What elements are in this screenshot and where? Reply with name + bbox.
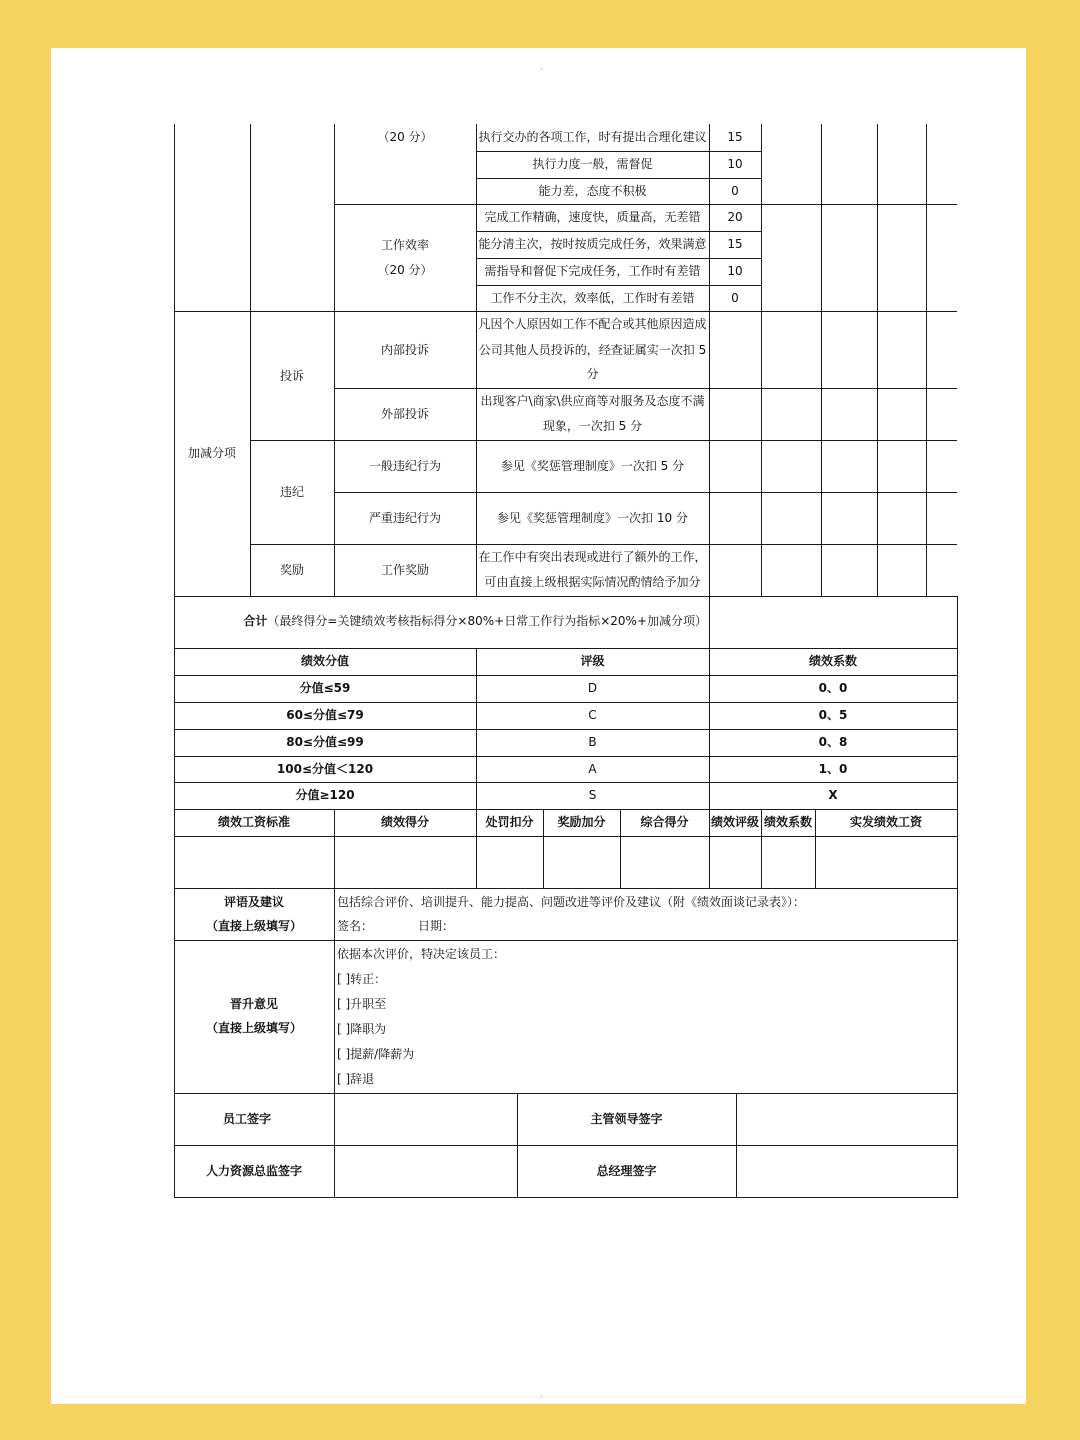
salary-header: 综合得分	[640, 815, 689, 829]
item-desc: 在工作中有突出表现或进行了额外的工作，	[478, 550, 707, 564]
total-formula: （最终得分=关键绩效考核指标得分×80%+日常工作行为指标×20%+加减分项）	[267, 614, 707, 628]
subsection-label: 违纪	[279, 485, 304, 499]
promo-option: [ ]降职为	[337, 1022, 387, 1036]
criteria-desc: 工作不分主次，效率低，工作时有差错	[490, 291, 695, 305]
grade-cell: 0、0	[818, 681, 848, 695]
item-label: 内部投诉	[380, 343, 429, 357]
section-label: 加减分项	[187, 446, 236, 460]
criteria-score: 0	[731, 184, 739, 198]
salary-header: 处罚扣分	[485, 815, 534, 829]
grade-cell: D	[587, 681, 598, 695]
grade-cell: 0、5	[818, 708, 848, 722]
grade-cell: 分值≤59	[299, 681, 351, 695]
criteria-score: 15	[727, 237, 743, 251]
grade-cell: A	[588, 762, 597, 776]
salary-header: 绩效工资标准	[217, 815, 290, 829]
item-desc: 分	[586, 367, 599, 381]
subsection-label: 投诉	[279, 369, 304, 383]
subsection-label: 奖励	[279, 563, 304, 577]
gm-signature-label: 总经理签字	[596, 1164, 657, 1178]
promo-option: [ ]转正：	[337, 972, 387, 986]
total-row-label	[176, 609, 707, 634]
criteria-desc: 完成工作精确，速度快，质量高，无差错	[484, 210, 701, 224]
criteria-score: 20	[727, 210, 743, 224]
grade-cell: 60≤分值≤79	[286, 708, 364, 722]
grade-cell: 1、0	[818, 762, 848, 776]
comment-subtitle: （直接上级填写）	[205, 919, 302, 933]
category-points: （20 分）	[377, 263, 433, 277]
comment-title: 评语及建议	[223, 895, 284, 909]
salary-header: 绩效系数	[763, 815, 812, 829]
item-desc: 出现客户\商家\供应商等对服务及态度不满	[480, 394, 705, 408]
criteria-desc: 需指导和督促下完成任务，工作时有差错	[484, 264, 701, 278]
promo-option: [ ]辞退	[337, 1072, 375, 1086]
item-label: 外部投诉	[380, 407, 429, 421]
promo-title: 晋升意见	[229, 997, 278, 1011]
criteria-desc: 执行交办的各项工作，时有提出合理化建议	[478, 130, 707, 144]
salary-header: 实发绩效工资	[849, 815, 922, 829]
item-desc: 现象，一次扣 5 分	[542, 419, 643, 433]
promo-option: [ ]升职至	[337, 997, 387, 1011]
category-name: 工作效率	[380, 238, 429, 252]
grade-header: 评级	[580, 654, 605, 668]
grade-cell: C	[588, 708, 597, 722]
grade-cell: 100≤分值＜120	[276, 762, 374, 776]
salary-header: 奖励加分	[557, 815, 606, 829]
grade-header: 绩效分值	[300, 654, 349, 668]
criteria-score: 0	[731, 291, 739, 305]
grade-cell: 80≤分值≤99	[286, 735, 364, 749]
page-dot: .	[540, 1390, 543, 1399]
criteria-score: 10	[727, 264, 743, 278]
item-desc: 参见《奖惩管理制度》一次扣 5 分	[500, 459, 685, 473]
employee-signature-label: 员工签字	[222, 1112, 271, 1126]
date-label: 日期：	[418, 919, 455, 933]
grade-cell: 分值≥120	[295, 788, 355, 802]
category-points: （20 分）	[377, 130, 433, 144]
item-desc: 公司其他人员投诉的，经查证属实一次扣 5	[478, 343, 707, 357]
grade-header: 绩效系数	[808, 654, 857, 668]
grade-cell: 0、8	[818, 735, 848, 749]
promo-intro: 依据本次评价，特决定该员工：	[337, 947, 506, 961]
salary-header: 绩效得分	[380, 815, 429, 829]
grade-cell: B	[588, 735, 597, 749]
hr-signature-label: 人力资源总监签字	[205, 1164, 302, 1178]
item-label: 一般违纪行为	[368, 459, 441, 473]
comment-instructions: 包括综合评价、培训提升、能力提高、问题改进等评价及建议（附《绩效面谈记录表》）：	[337, 895, 806, 909]
item-label: 严重违纪行为	[368, 511, 441, 525]
supervisor-signature-label: 主管领导签字	[590, 1112, 663, 1126]
total-label: 合计	[243, 614, 268, 628]
item-label: 工作奖励	[380, 563, 429, 577]
promo-option: [ ]提薪/降薪为	[337, 1047, 415, 1061]
grade-cell: X	[828, 788, 838, 802]
salary-header: 绩效评级	[710, 815, 759, 829]
item-desc: 凡因个人原因如工作不配合或其他原因造成	[478, 317, 707, 331]
item-desc: 参见《奖惩管理制度》一次扣 10 分	[497, 511, 688, 525]
page-dot: .	[540, 62, 543, 71]
criteria-desc: 能力差，态度不积极	[538, 184, 647, 198]
criteria-score: 15	[727, 130, 743, 144]
promo-subtitle: （直接上级填写）	[205, 1021, 302, 1035]
item-desc: 可由直接上级根据实际情况酌情给予加分	[484, 575, 701, 589]
criteria-desc: 能分清主次，按时按质完成任务，效果满意	[478, 237, 707, 251]
criteria-score: 10	[727, 157, 743, 171]
criteria-desc: 执行力度一般，需督促	[532, 157, 653, 171]
sign-label: 签名：	[337, 919, 374, 933]
grade-cell: S	[588, 788, 597, 802]
